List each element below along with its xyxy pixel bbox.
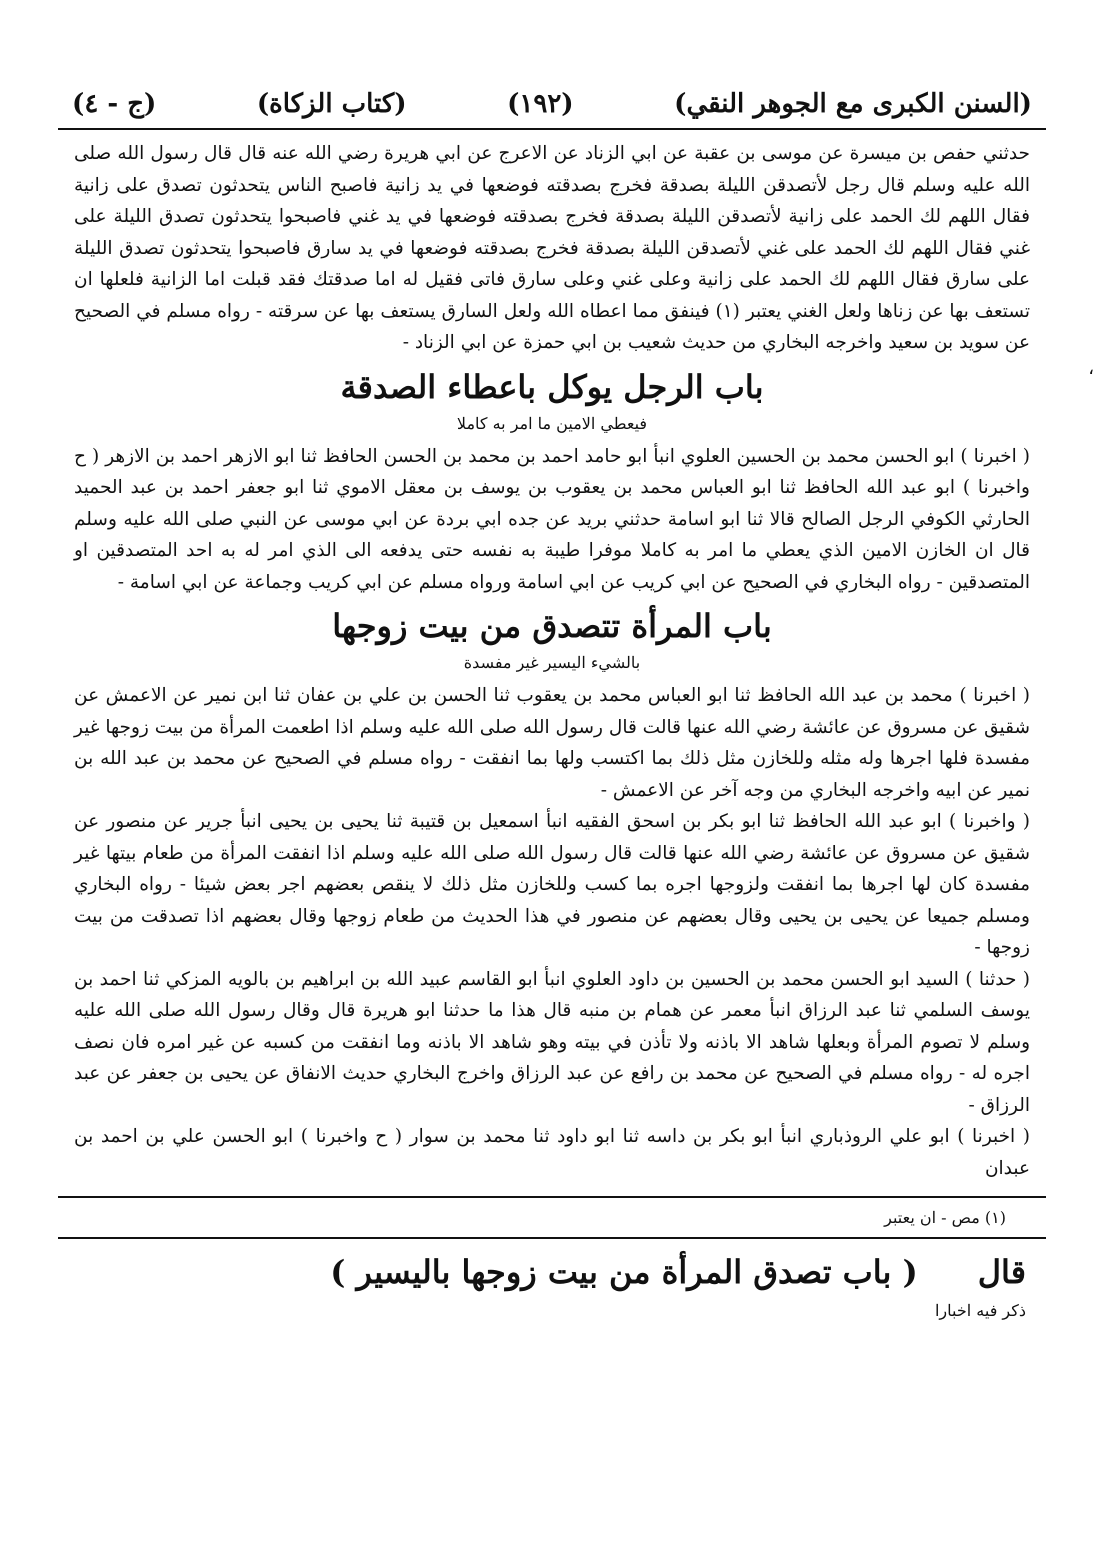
sharh-heading bbox=[58, 1239, 1046, 1291]
hadith-paragraph: ( حدثنا ) السيد ابو الحسن محمد بن الحسين بن داود العلوي انبأ ابو القاسم عبيد الله بن ابراهيم بن بالويه المزكي ثنا احمد بن يوسف السلمي ثنا عبد الرزاق انبأ معمر عن همام بن منبه قال هذا ما حدثنا ابو هريرة قال وقال رسول الله صلى الله عليه وسلم لا تصوم المرأة وبعلها شاهد الا باذنه ولا تأذن في بيته وهو شاهد الا باذنه وما انفقت من كسبه عن غير امره فان نصف اجره له - رواه مسلم في الصحيح عن محمد بن رافع عن عبد الرزاق واخرج البخاري حديث الانفاق عن يحيى بن جعفر عن عبد الرزاق - bbox=[74, 968, 1030, 1116]
volume-number: (ج - ٤) bbox=[72, 89, 157, 119]
hadith-paragraph: ( واخبرنا ) ابو عبد الله الحافظ ثنا ابو بكر بن اسحق الفقيه انبأ اسمعيل بن قتيبة ثنا يحيى بن يحيى انبأ جرير عن منصور عن شقيق عن مسروق عن عائشة رضي الله عنها قالت قال رسول الله صلى الله عليه وسلم اذا انفقت المرأة من طعام بيتها غير مفسدة كان لها اجرها بما انفقت ولزوجها اجره بما كسب وللخازن مثل ذلك لا ينقص بعضهم اجر بعض شيئا - رواه البخاري ومسلم جميعا عن يحيى بن يحيى وقال بعضهم عن منصور في هذا الحديث من طعام زوجها وقال بعضهم اذا تصدقت من بيت زوجها - bbox=[74, 811, 1030, 958]
chapter-heading-1: باب الرجل يوكل باعطاء الصدقة bbox=[340, 367, 764, 406]
hadith-paragraph: ( اخبرنا ) ابو علي الروذباري انبأ ابو بكر بن داسه ثنا ابو داود ثنا محمد بن سوار ( ح واخبرنا ) ابو الحسن علي بن احمد بن عبدان bbox=[74, 1126, 1030, 1179]
sharh-title: ( باب تصدق المرأة من بيت زوجها باليسير ) bbox=[330, 1253, 918, 1291]
sharh-subtitle: ذكر فيه اخبارا bbox=[934, 1301, 1026, 1320]
footnote: (١) مص - ان يعتبر bbox=[884, 1208, 1006, 1227]
main-text bbox=[58, 130, 1046, 1184]
chapter-subtitle-1: فيعطي الامين ما امر به كاملا bbox=[456, 413, 648, 433]
running-header bbox=[58, 80, 1046, 128]
sharh-label: قال bbox=[977, 1253, 1026, 1291]
hadith-paragraph: ( اخبرنا ) محمد بن عبد الله الحافظ ثنا ابو العباس محمد بن يعقوب ثنا الحسن بن علي بن عفان ثنا ابن نمير عن الاعمش عن شقيق عن مسروق عن عائشة رضي الله عنها قالت قال رسول الله صلى الله عليه وسلم اذا اطعمت المرأة من بيت زوجها غير مفسدة فلها اجرها وله مثله وللخازن مثل ذلك بما اكتسب ولها بما انفقت - رواه مسلم في الصحيح عن محمد بن عبد الله بن نمير عن ابيه واخرجه البخاري من وجه آخر عن الاعمش - bbox=[74, 685, 1030, 801]
hadith-paragraph: ( اخبرنا ) ابو الحسن محمد بن الحسين العلوي انبأ ابو حامد احمد بن محمد بن الحسن الحافظ ثنا ابو الازهر احمد بن الازهر ( ح واخبرنا ) ابو عبد الله الحافظ ثنا ابو العباس محمد بن يعقوب بن يوسف بن معقل الاموي ثنا ابو جعفر احمد بن عبد الحميد الحارثي الكوفي الرجل الصالح قالا ثنا ابو اسامة حدثني بريد عن جده ابي بردة عن ابي موسى عن النبي صلى الله عليه وسلم قال ان الخازن الامين الذي يعطي ما امر به كاملا موفرا طيبة به نفسه حتى يدفعه الى الذي امر له به احد المتصدقين او المتصدقين - رواه البخاري في الصحيح عن ابي كريب عن ابي اسامة ورواه مسلم عن ابي كريب وجماعة عن ابي اسامة - bbox=[74, 445, 1030, 593]
page-number: (١٩٢) bbox=[507, 89, 574, 119]
book-title: (السنن الكبرى مع الجوهر النقي) bbox=[674, 89, 1032, 119]
margin-mark: ، bbox=[1088, 358, 1094, 379]
intro-paragraph: حدثني حفص بن ميسرة عن موسى بن عقبة عن ابي الزناد عن الاعرج عن ابي هريرة رضي الله عنه قال قال رسول الله صلى الله عليه وسلم قال رجل لأتصدقن الليلة بصدقة فخرج بصدقته فوضعها في يد زانية فاصبح الناس يتحدثون تصدق على زانية فقال اللهم لك الحمد على زانية لأتصدقن الليلة بصدقة فخرج بصدقته فوضعها في يد غني فاصبحوا يتحدثون تصدق الليلة على غني فقال اللهم لك الحمد على غني لأتصدقن الليلة بصدقة فخرج بصدقته فوضعها في يد سارق فاصبحوا يتحدثون تصدق الليلة على سارق فقال اللهم لك الحمد على زانية وعلى غني وعلى سارق فاتى فقيل له اما صدقتك فقد قبلت اما الزانية فلعلها ان تستعف بها عن زناها ولعل الغني يعتبر (١) فينفق مما اعطاه الله ولعل السارق يستعف بها عن سرقته - رواه مسلم في الصحيح عن سويد بن سعيد واخرجه البخاري من حديث شعيب بن ابي حمزة عن ابي الزناد - bbox=[74, 143, 1030, 353]
section-title: (كتاب الزكاة) bbox=[256, 89, 407, 119]
page bbox=[58, 80, 1046, 1330]
chapter-subtitle-2: بالشيء اليسير غير مفسدة bbox=[463, 653, 641, 672]
chapter-heading-2: باب المرأة تتصدق من بيت زوجها bbox=[332, 607, 772, 645]
